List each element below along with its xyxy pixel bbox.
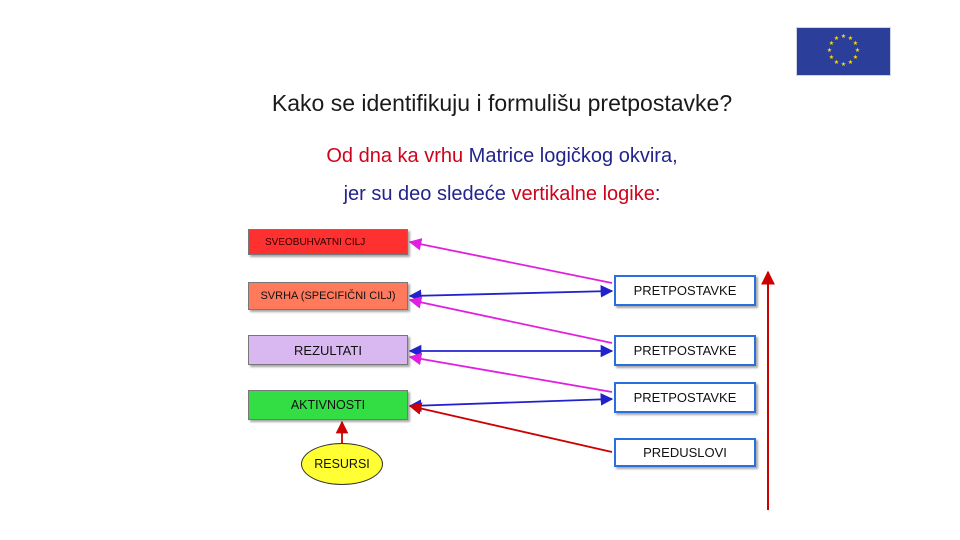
subtitle-line-2-part-3: : <box>654 183 661 205</box>
subtitle-line-1 <box>0 145 960 168</box>
svg-text:★: ★ <box>852 54 859 61</box>
preconditions-box: PREDUSLOVI <box>614 438 756 467</box>
subtitle-line-1-part-2: Matrice logičkog okvira, <box>463 145 678 167</box>
subtitle-line-2-part-2: vertikalne logike <box>511 183 655 205</box>
arrow-assumptions-to-purpose <box>410 300 612 343</box>
arrow-preconditions-to-activities <box>410 406 612 452</box>
eu-flag-icon <box>797 28 890 75</box>
svg-text:★: ★ <box>840 61 847 68</box>
page-title: Kako se identifikuju i formulišu pretpostavke? <box>271 90 733 116</box>
svg-text:★: ★ <box>828 40 835 47</box>
subtitle-line-2 <box>0 183 960 206</box>
svg-text:★: ★ <box>847 59 854 66</box>
goal-box: SVEOBUHVATNI CILJ <box>248 229 408 255</box>
subtitle-line-2-part-1: jer su deo sledeće <box>343 183 512 205</box>
svg-text:★: ★ <box>847 35 854 42</box>
assumptions-box-2: PRETPOSTAVKE <box>614 335 756 366</box>
arrow-assumptions-to-goal <box>410 242 612 283</box>
purpose-box: SVRHA (SPECIFIČNI CILJ) <box>248 282 408 310</box>
subtitle-line-1-part-1: Od dna ka vrhu <box>326 145 464 167</box>
activities-box: AKTIVNOSTI <box>248 390 408 420</box>
svg-text:★: ★ <box>826 47 833 54</box>
svg-text:★: ★ <box>828 54 835 61</box>
svg-text:★: ★ <box>852 40 859 47</box>
results-box: REZULTATI <box>248 335 408 365</box>
svg-text:★: ★ <box>833 35 840 42</box>
svg-text:★: ★ <box>854 47 861 54</box>
arrow-purpose-assumptions <box>410 291 612 296</box>
resources-ellipse: RESURSI <box>301 443 383 485</box>
svg-text:★: ★ <box>840 33 847 40</box>
assumptions-box-3: PRETPOSTAVKE <box>614 382 756 413</box>
arrow-assumptions-to-results <box>410 357 612 392</box>
assumptions-box-1: PRETPOSTAVKE <box>614 275 756 306</box>
svg-text:★: ★ <box>833 59 840 66</box>
arrow-activities-assumptions <box>410 399 612 406</box>
